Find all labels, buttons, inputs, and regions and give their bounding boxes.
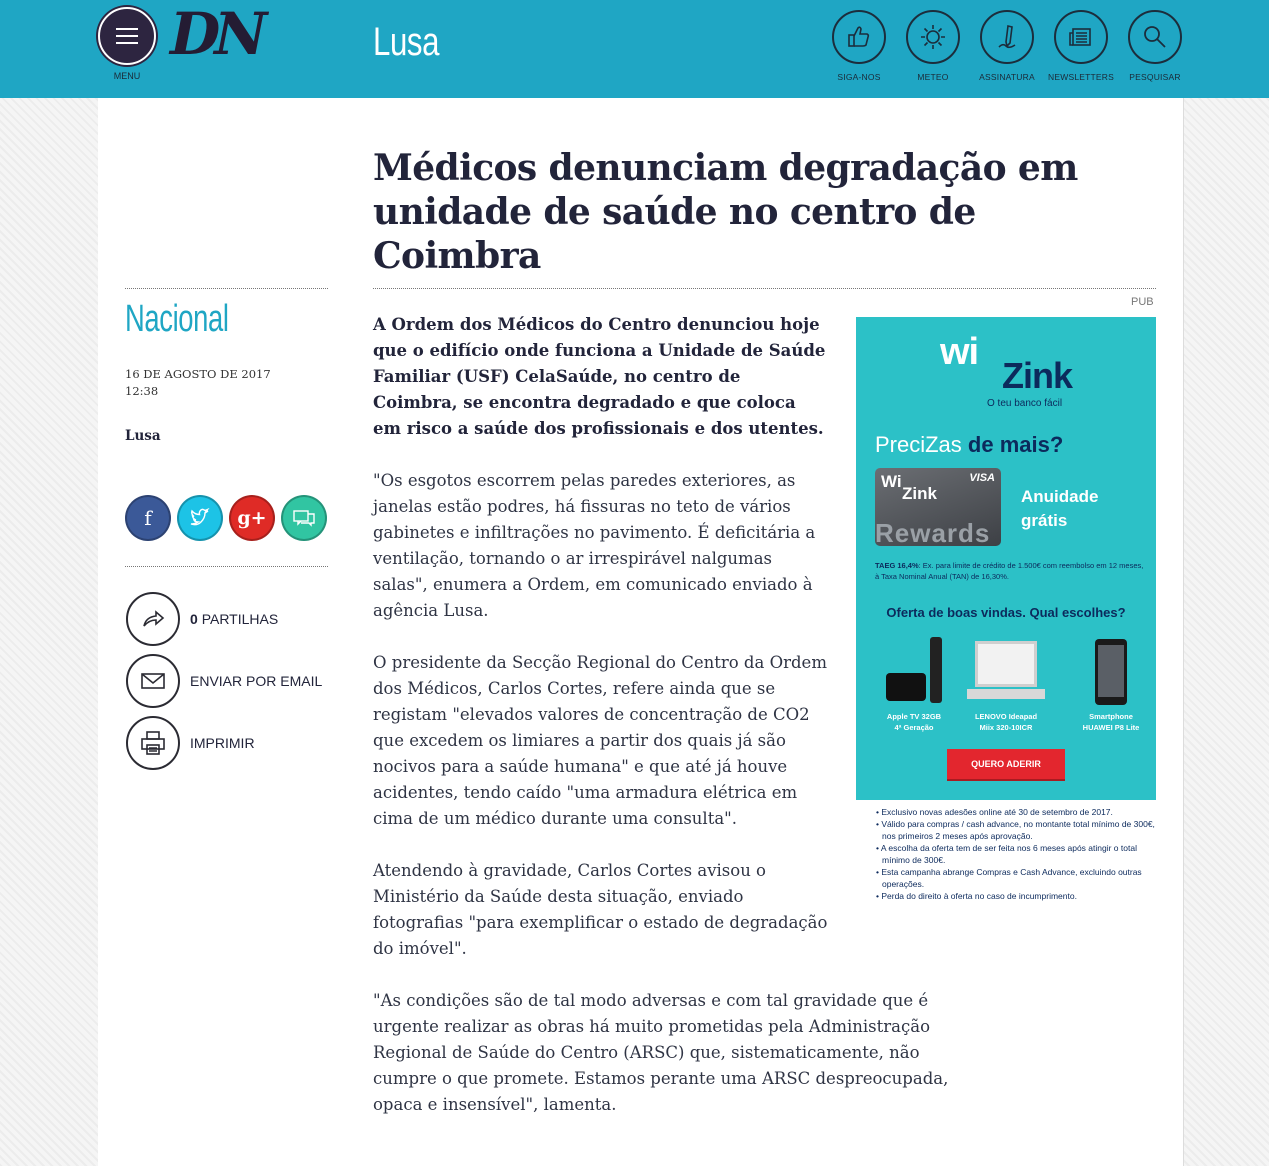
newspaper-icon	[1067, 23, 1095, 51]
article-paragraph: "Os esgotos escorrem pelas paredes exteriores, as janelas estão podres, há fissuras no teto de vários gabinetes e infiltrações no pavimento. É deficitária a ventilação, tornando o ar irrespirável nalgumas salas", enumera a Ordem, em comunicado enviado à agência Lusa.	[373, 471, 816, 620]
appletv-image	[884, 637, 944, 705]
ad-pub-label: PUB	[1131, 296, 1154, 308]
ad-credit-card	[875, 468, 1001, 546]
ad-note: • Exclusivo novas adesões online até 30 de setembro de 2017.	[876, 807, 1113, 817]
googleplus-icon: g+	[237, 507, 267, 529]
envelope-icon	[139, 667, 167, 695]
subscription-label: ASSINATURA	[979, 72, 1035, 82]
smartphone-image	[1093, 637, 1129, 705]
ad-note: • Válido para compras / cash advance, no montante total mínimo de 300€, nos primeiros 2 meses após aprovação.	[876, 819, 1155, 841]
share-count-label	[190, 611, 278, 627]
googleplus-share-button[interactable]	[229, 495, 275, 541]
sun-icon	[919, 23, 947, 51]
article-paragraph: Atendendo à gravidade, Carlos Cortes avisou o Ministério da Saúde desta situação, enviado fotografias "para exemplificar o estado de degradação do imóvel".	[373, 861, 828, 958]
thumbs-up-icon	[845, 23, 873, 51]
ad-product-appletv	[874, 637, 954, 733]
article-lead: A Ordem dos Médicos do Centro denunciou hoje que o edifício onde funciona a Unidade de Saúde Familiar (USF) CelaSaúde, no centro de Coimbra, se encontra degradado e que coloca em risco a saúde dos profissionais e dos utentes.	[373, 315, 826, 438]
ad-offer-title: Oferta de boas vindas. Qual escolhes?	[886, 605, 1126, 620]
article-time: 12:38	[125, 384, 159, 398]
weather-label: METEO	[917, 72, 949, 82]
ad-brand-zink: Zink	[1002, 355, 1073, 396]
follow-us-label: SIGA-NOS	[837, 72, 881, 82]
search-icon	[1141, 23, 1169, 51]
comments-icon	[292, 506, 316, 530]
ad-headline-b: de mais?	[967, 432, 1064, 457]
subscription-button[interactable]	[972, 10, 1042, 82]
ad-cta-button[interactable]: QUERO ADERIR	[947, 749, 1065, 779]
article-date: 16 DE AGOSTO DE 2017	[125, 367, 271, 381]
ad-product-line1: LENOVO Ideapad	[974, 712, 1038, 721]
sidebar-divider	[125, 566, 328, 567]
comments-button[interactable]	[281, 495, 327, 541]
follow-us-button[interactable]	[824, 10, 894, 82]
ad-headline	[875, 432, 1063, 458]
ad-brand-wi: wi	[940, 331, 979, 373]
twitter-icon	[188, 506, 212, 530]
print-button[interactable]	[126, 716, 346, 770]
newsletters-button[interactable]	[1046, 10, 1116, 82]
search-button[interactable]	[1120, 10, 1190, 82]
ad-annual-fee-line2: grátis	[1021, 511, 1068, 530]
share-count: 0	[190, 611, 198, 627]
article-paragraph: "As condições são de tal modo adversas e com tal gravidade que é urgente realizar as obras há muito prometidas pela Administração Regional de Saúde do Centro (ARSC) que, sistematicamente, não cumpre o que promete. Estamos perante uma ARSC despreocupada, opaca e insensível", lamenta.	[373, 991, 949, 1114]
facebook-icon: f	[144, 506, 152, 530]
printer-icon	[139, 729, 167, 757]
ad-product-lenovo	[966, 637, 1046, 733]
ad-headline-a: PreciZas	[875, 432, 962, 457]
article-title: Médicos denunciam degradação em unidade de saúde no centro de Coimbra	[373, 147, 1078, 277]
ad-taeg-bold: TAEG 16,4%	[875, 561, 919, 570]
ad-product-line1: Smartphone	[1089, 712, 1133, 721]
weather-button[interactable]	[898, 10, 968, 82]
ad-note: • Perda do direito à oferta no caso de incumprimento.	[876, 891, 1077, 901]
laptop-image	[967, 637, 1045, 705]
ad-note: • A escolha da oferta tem de ser feita nos 6 meses após atingir o total mínimo de 300€.	[876, 843, 1137, 865]
ad-product-line2: HUAWEI P8 Lite	[1082, 723, 1140, 732]
ad-notes	[874, 806, 1156, 902]
divider	[373, 288, 1156, 289]
ad-taeg	[875, 560, 1145, 582]
ad-card-wi: Wi	[881, 472, 902, 491]
share-label: PARTILHAS	[201, 611, 279, 627]
ad-card-zink: Zink	[902, 484, 937, 503]
ad-taeg-text: : Ex. para limite de crédito de 1.500€ com reembolso em 12 meses, à Taxa Nominal Anual (TAN) de 16,30%.	[875, 561, 1144, 581]
menu-button[interactable]	[98, 7, 156, 65]
ad-product-line2: Miix 320-10ICR	[979, 723, 1033, 732]
ad-product-huawei	[1071, 637, 1151, 733]
ad-tagline: O teu banco fácil	[987, 398, 1063, 409]
facebook-share-button[interactable]	[125, 495, 171, 541]
article-category[interactable]: Nacional	[125, 298, 229, 340]
email-button[interactable]	[126, 654, 346, 708]
share-button[interactable]	[126, 592, 346, 646]
ad-product-line2: 4ª Geração	[894, 723, 934, 732]
search-label: PESQUISAR	[1129, 72, 1181, 82]
share-arrow-icon	[139, 605, 167, 633]
twitter-share-button[interactable]	[177, 495, 223, 541]
ad-product-line1: Apple TV 32GB	[886, 712, 942, 721]
ad-annual-fee	[1021, 485, 1131, 533]
menu-label: MENU	[113, 71, 141, 81]
ad-card-rewards: Rewards	[875, 518, 991, 548]
email-label: ENVIAR POR EMAIL	[190, 673, 323, 689]
dn-logo[interactable]: DN	[170, 0, 262, 68]
print-label: IMPRIMIR	[190, 735, 255, 751]
pen-icon	[993, 23, 1021, 51]
ad-note: • Esta campanha abrange Compras e Cash Advance, excluindo outras operações.	[876, 867, 1142, 889]
sidebar-divider	[125, 288, 328, 289]
wizink-ad[interactable]	[856, 317, 1156, 800]
article-author: Lusa	[125, 428, 161, 444]
newsletters-label: NEWSLETTERS	[1048, 72, 1114, 82]
ad-annual-fee-line1: Anuidade	[1021, 487, 1099, 506]
top-header	[0, 0, 1269, 98]
hamburger-icon	[116, 28, 138, 44]
ad-card-visa: VISA	[969, 472, 995, 484]
section-title[interactable]: Lusa	[373, 20, 440, 64]
article-paragraph: O presidente da Secção Regional do Centro da Ordem dos Médicos, Carlos Cortes, refere ainda que se registam "elevados valores de concentração de CO2 que excedem os limiares a partir dos quais já são nocivos para a saúde humana" e que até já houve acidentes, tendo caído "uma armadura elétrica em cima de um médico durante uma consulta".	[373, 653, 827, 828]
